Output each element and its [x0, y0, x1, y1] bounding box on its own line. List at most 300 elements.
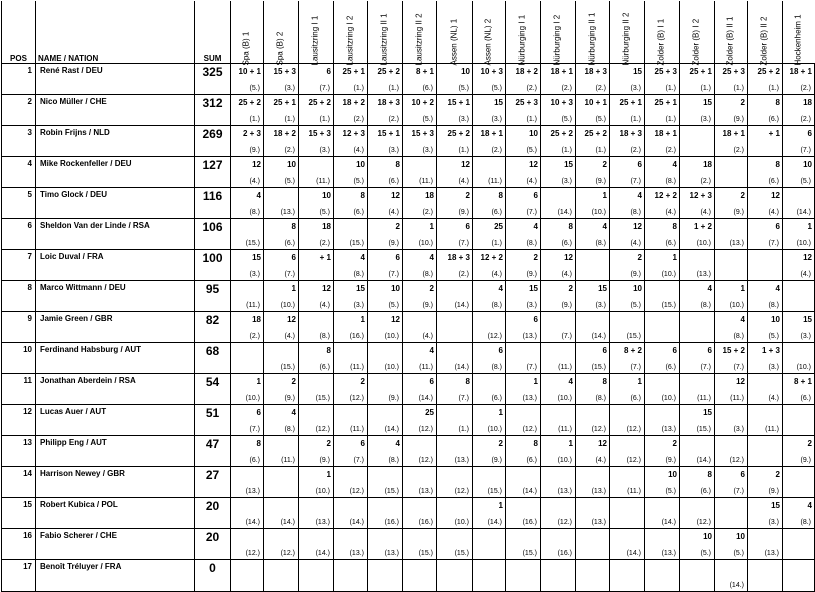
race-placing: (15.) [280, 364, 295, 371]
race-result-cell [403, 188, 437, 219]
race-points: 15 [356, 284, 365, 293]
race-placing: (9.) [284, 395, 295, 402]
race-points: 2 [775, 470, 780, 479]
race-placing: (14.) [796, 209, 811, 216]
race-header-label: Zolder (B) I 2 [691, 18, 701, 66]
table-row [2, 250, 815, 281]
race-result-cell [264, 405, 299, 436]
race-result-cell [541, 436, 576, 467]
race-points: 1 [429, 222, 434, 231]
race-placing: (1.) [249, 116, 260, 123]
race-points: 25 + 1 [619, 98, 642, 107]
race-points: 8 [707, 470, 712, 479]
race-points: 2 [360, 377, 365, 386]
race-placing: (4.) [319, 302, 330, 309]
race-result-cell [231, 374, 264, 405]
race-result-cell [437, 188, 473, 219]
race-placing: (10.) [487, 426, 502, 433]
race-points: 4 [672, 160, 677, 169]
race-placing: (3.) [561, 178, 572, 185]
race-result-cell [403, 467, 437, 498]
race-placing: (2.) [319, 240, 330, 247]
table-row [2, 374, 815, 405]
race-placing: (14.) [487, 519, 502, 526]
race-result-cell [715, 436, 748, 467]
race-placing: (7.) [388, 271, 399, 278]
race-placing: (10.) [661, 271, 676, 278]
race-points: 25 + 2 [308, 98, 331, 107]
race-result-cell [748, 467, 783, 498]
race-placing: (13.) [557, 488, 572, 495]
race-result-cell [783, 374, 815, 405]
race-result-cell [715, 157, 748, 188]
race-header [437, 1, 473, 64]
race-result-cell [645, 281, 680, 312]
race-result-cell [541, 560, 576, 592]
race-result-cell [680, 312, 715, 343]
race-result-cell [264, 436, 299, 467]
table-row [2, 467, 815, 498]
race-points: 8 [360, 191, 365, 200]
race-placing: (8.) [353, 271, 364, 278]
race-placing: (6.) [700, 488, 711, 495]
race-result-cell [748, 126, 783, 157]
race-placing: (3.) [319, 147, 330, 154]
race-points: 12 [564, 253, 573, 262]
race-placing: (6.) [768, 178, 779, 185]
race-points: 4 [602, 222, 607, 231]
race-placing: (5.) [561, 116, 572, 123]
race-result-cell [437, 560, 473, 592]
race-result-cell [299, 405, 334, 436]
race-placing: (7.) [630, 364, 641, 371]
race-result-cell [506, 126, 541, 157]
position-cell: 17 [2, 560, 36, 592]
race-result-cell [610, 498, 645, 529]
race-result-cell [334, 188, 368, 219]
race-placing: (10.) [418, 240, 433, 247]
points-sum-cell: 269 [195, 126, 231, 157]
race-result-cell [541, 312, 576, 343]
race-result-cell [506, 281, 541, 312]
race-result-cell [403, 219, 437, 250]
race-placing: (12.) [626, 426, 641, 433]
race-result-cell [506, 64, 541, 95]
race-points: 12 + 2 [480, 253, 503, 262]
race-points: 18 + 1 [722, 129, 745, 138]
table-row [2, 95, 815, 126]
race-points: 25 + 3 [654, 67, 677, 76]
race-result-cell [403, 250, 437, 281]
race-result-cell [680, 126, 715, 157]
race-placing: (8.) [700, 302, 711, 309]
race-result-cell [680, 560, 715, 592]
race-placing: (15.) [591, 364, 606, 371]
race-placing: (14.) [454, 302, 469, 309]
race-placing: (5.) [422, 116, 433, 123]
race-result-cell [576, 219, 610, 250]
race-placing: (11.) [419, 364, 433, 371]
race-result-cell [299, 498, 334, 529]
race-header-label: Lausitzring II 2 [414, 13, 423, 66]
race-result-cell [541, 374, 576, 405]
race-placing: (10.) [384, 364, 399, 371]
race-points: 18 [425, 191, 434, 200]
race-points: 2 [740, 191, 745, 200]
race-result-cell [783, 250, 815, 281]
race-points: 2 [429, 284, 434, 293]
race-points: 18 + 3 [584, 67, 607, 76]
table-row [2, 436, 815, 467]
driver-name-cell: Marco Wittmann / DEU [36, 281, 195, 312]
race-placing: (2.) [800, 85, 811, 92]
race-result-cell [231, 498, 264, 529]
race-points: + 1 [319, 253, 331, 262]
race-placing: (12.) [315, 426, 330, 433]
race-result-cell [437, 219, 473, 250]
race-points: 10 [529, 129, 538, 138]
race-placing: (14.) [661, 519, 676, 526]
race-placing: (3.) [491, 116, 502, 123]
race-result-cell [299, 467, 334, 498]
race-placing: (16.) [349, 333, 364, 340]
race-points: 1 + 2 [693, 222, 712, 231]
race-placing: (15.) [245, 240, 260, 247]
race-result-cell [715, 64, 748, 95]
race-placing: (8.) [526, 240, 537, 247]
race-placing: (1.) [630, 116, 641, 123]
race-header-label: Hockenheim 1 [793, 14, 803, 66]
race-placing: (9.) [388, 240, 399, 247]
race-result-cell [334, 436, 368, 467]
race-result-cell [576, 95, 610, 126]
race-points: 25 + 1 [689, 67, 712, 76]
driver-name-cell: Jonathan Aberdein / RSA [36, 374, 195, 405]
race-result-cell [715, 281, 748, 312]
race-result-cell [748, 529, 783, 560]
race-points: 25 + 2 [584, 129, 607, 138]
race-placing: (14.) [522, 488, 537, 495]
race-result-cell [576, 498, 610, 529]
race-header [715, 1, 748, 64]
race-result-cell [368, 467, 403, 498]
race-points: 6 [740, 470, 745, 479]
table-row [2, 498, 815, 529]
race-result-cell [748, 95, 783, 126]
race-points: 15 + 1 [377, 129, 400, 138]
race-placing: (6.) [800, 395, 811, 402]
race-result-cell [541, 126, 576, 157]
race-placing: (2.) [733, 147, 744, 154]
race-points: 18 [252, 315, 261, 324]
race-points: 18 [322, 222, 331, 231]
race-result-cell [334, 343, 368, 374]
race-placing: (10.) [557, 457, 572, 464]
race-placing: (3.) [733, 426, 744, 433]
driver-name-cell: Lucas Auer / AUT [36, 405, 195, 436]
race-result-cell [264, 126, 299, 157]
race-points: 25 + 2 [550, 129, 573, 138]
race-placing: (15.) [315, 395, 330, 402]
race-placing: (12.) [454, 488, 469, 495]
race-result-cell [506, 312, 541, 343]
race-result-cell [473, 157, 506, 188]
standings-table [1, 1, 815, 592]
race-result-cell [748, 436, 783, 467]
race-placing: (10.) [557, 395, 572, 402]
race-result-cell [334, 219, 368, 250]
race-result-cell [610, 64, 645, 95]
race-result-cell [715, 374, 748, 405]
race-placing: (4.) [388, 209, 399, 216]
position-cell: 6 [2, 219, 36, 250]
race-placing: (4.) [458, 178, 469, 185]
points-sum-cell: 100 [195, 250, 231, 281]
race-result-cell [264, 529, 299, 560]
race-placing: (8.) [284, 426, 295, 433]
race-result-cell [748, 250, 783, 281]
race-placing: (3.) [526, 302, 537, 309]
race-points: 10 [703, 532, 712, 541]
race-placing: (4.) [491, 271, 502, 278]
race-points: 4 [807, 501, 812, 510]
race-result-cell [680, 188, 715, 219]
race-result-cell [645, 95, 680, 126]
race-placing: (5.) [595, 116, 606, 123]
race-result-cell [299, 374, 334, 405]
race-result-cell [368, 343, 403, 374]
race-result-cell [506, 529, 541, 560]
race-result-cell [783, 188, 815, 219]
race-header-label: Spa (B) 2 [275, 31, 285, 66]
position-cell: 12 [2, 405, 36, 436]
race-result-cell [576, 157, 610, 188]
race-placing: (7.) [768, 240, 779, 247]
race-placing: (15.) [696, 426, 711, 433]
race-points: 12 + 3 [689, 191, 712, 200]
table-row [2, 343, 815, 374]
race-points: 15 [598, 284, 607, 293]
race-placing: (2.) [458, 271, 469, 278]
position-cell: 15 [2, 498, 36, 529]
race-placing: (15.) [522, 550, 537, 557]
race-result-cell [576, 64, 610, 95]
race-result-cell [680, 219, 715, 250]
race-points: 2 [465, 191, 470, 200]
race-result-cell [680, 405, 715, 436]
race-placing: (13.) [454, 457, 469, 464]
race-placing: (13.) [522, 333, 537, 340]
race-placing: (14.) [384, 426, 399, 433]
race-result-cell [368, 374, 403, 405]
race-points: 2 [672, 439, 677, 448]
race-result-cell [231, 405, 264, 436]
race-header-label: Lausitzring II 1 [379, 13, 389, 66]
table-row [2, 219, 815, 250]
race-result-cell [437, 281, 473, 312]
race-placing: (14.) [280, 519, 295, 526]
race-points: 18 [703, 160, 712, 169]
driver-name-cell: Nico Müller / CHE [36, 95, 195, 126]
race-points: 15 + 1 [447, 98, 470, 107]
race-placing: (6.) [388, 178, 399, 185]
race-placing: (2.) [800, 116, 811, 123]
race-result-cell [748, 374, 783, 405]
pos-header: POS [2, 1, 36, 64]
race-placing: (13.) [315, 519, 330, 526]
race-result-cell [610, 188, 645, 219]
race-result-cell [368, 157, 403, 188]
race-result-cell [473, 498, 506, 529]
race-result-cell [610, 157, 645, 188]
race-placing: (13.) [349, 550, 364, 557]
race-placing: (15.) [418, 550, 433, 557]
race-placing: (12.) [349, 395, 364, 402]
race-result-cell [748, 219, 783, 250]
race-result-cell [368, 436, 403, 467]
race-result-cell [610, 436, 645, 467]
race-placing: (13.) [245, 488, 260, 495]
driver-name-cell: René Rast / DEU [36, 64, 195, 95]
race-result-cell [231, 250, 264, 281]
race-result-cell [506, 343, 541, 374]
race-points: 10 + 3 [480, 67, 503, 76]
points-sum-cell: 82 [195, 312, 231, 343]
race-placing: (16.) [418, 519, 433, 526]
race-result-cell [334, 126, 368, 157]
race-result-cell [473, 467, 506, 498]
race-points: 6 [672, 346, 677, 355]
race-result-cell [334, 312, 368, 343]
race-points: 1 [291, 284, 296, 293]
race-result-cell [334, 374, 368, 405]
race-points: 25 + 1 [342, 67, 365, 76]
race-result-cell [783, 343, 815, 374]
race-points: 25 + 2 [447, 129, 470, 138]
position-cell: 13 [2, 436, 36, 467]
race-points: 15 + 3 [411, 129, 434, 138]
race-placing: (11.) [488, 178, 502, 185]
race-placing: (1.) [768, 85, 779, 92]
race-placing: (14.) [245, 519, 260, 526]
race-result-cell [506, 188, 541, 219]
race-result-cell [576, 312, 610, 343]
race-placing: (1.) [733, 85, 744, 92]
race-result-cell [473, 374, 506, 405]
race-points: 12 + 2 [654, 191, 677, 200]
race-result-cell [506, 95, 541, 126]
race-placing: (10.) [280, 302, 295, 309]
race-header-label: Nürburging II 1 [587, 12, 596, 66]
race-result-cell [437, 374, 473, 405]
race-placing: (8.) [595, 395, 606, 402]
race-placing: (11.) [558, 364, 572, 371]
race-points: 1 [568, 439, 573, 448]
race-points: 4 [498, 284, 503, 293]
race-placing: (9.) [422, 302, 433, 309]
race-result-cell [715, 188, 748, 219]
race-points: 6 [326, 67, 331, 76]
race-placing: (14.) [418, 395, 433, 402]
race-points: 8 [291, 222, 296, 231]
race-header [368, 1, 403, 64]
race-placing: (9.) [491, 457, 502, 464]
race-header-label: Lausitzring I 1 [310, 15, 320, 66]
race-result-cell [541, 219, 576, 250]
race-placing: (9.) [665, 457, 676, 464]
race-header-label: Assen (NL) 2 [483, 18, 493, 66]
position-cell: 9 [2, 312, 36, 343]
race-result-cell [576, 343, 610, 374]
race-points: 18 + 1 [550, 67, 573, 76]
race-placing: (14.) [591, 333, 606, 340]
race-result-cell [541, 281, 576, 312]
race-points: 8 [465, 377, 470, 386]
race-result-cell [368, 312, 403, 343]
race-result-cell [715, 343, 748, 374]
race-points: 2 [807, 439, 812, 448]
race-placing: (4.) [249, 178, 260, 185]
race-result-cell [299, 343, 334, 374]
race-result-cell [541, 64, 576, 95]
race-result-cell [264, 343, 299, 374]
race-placing: (2.) [700, 178, 711, 185]
race-placing: (11.) [765, 426, 779, 433]
race-points: 8 [395, 160, 400, 169]
race-points: 6 [707, 346, 712, 355]
race-result-cell [541, 95, 576, 126]
position-cell: 5 [2, 188, 36, 219]
table-row [2, 560, 815, 592]
race-points: 15 [703, 98, 712, 107]
race-points: 8 + 1 [415, 67, 434, 76]
race-placing: (2.) [595, 85, 606, 92]
race-result-cell [783, 498, 815, 529]
race-points: 10 + 1 [238, 67, 261, 76]
race-placing: (15.) [384, 488, 399, 495]
race-result-cell [473, 560, 506, 592]
race-points: 10 [736, 532, 745, 541]
position-cell: 4 [2, 157, 36, 188]
race-result-cell [403, 560, 437, 592]
race-placing: (7.) [561, 333, 572, 340]
race-placing: (3.) [800, 333, 811, 340]
race-result-cell [368, 64, 403, 95]
race-result-cell [334, 467, 368, 498]
race-points: 25 + 3 [515, 98, 538, 107]
points-sum-cell: 95 [195, 281, 231, 312]
race-placing: (13.) [661, 550, 676, 557]
race-placing: (8.) [422, 271, 433, 278]
race-placing: (12.) [418, 426, 433, 433]
race-points: 6 [291, 253, 296, 262]
race-placing: (13.) [591, 519, 606, 526]
race-result-cell [299, 312, 334, 343]
table-row [2, 126, 815, 157]
race-result-cell [506, 405, 541, 436]
race-placing: (1.) [458, 426, 469, 433]
race-result-cell [610, 250, 645, 281]
race-header-label: Nürburging I 1 [517, 14, 527, 66]
race-points: 2 [568, 284, 573, 293]
race-result-cell [506, 436, 541, 467]
race-header [231, 1, 264, 64]
race-placing: (11.) [627, 488, 641, 495]
race-result-cell [576, 374, 610, 405]
race-result-cell [473, 219, 506, 250]
race-result-cell [715, 467, 748, 498]
race-placing: (11.) [316, 178, 330, 185]
